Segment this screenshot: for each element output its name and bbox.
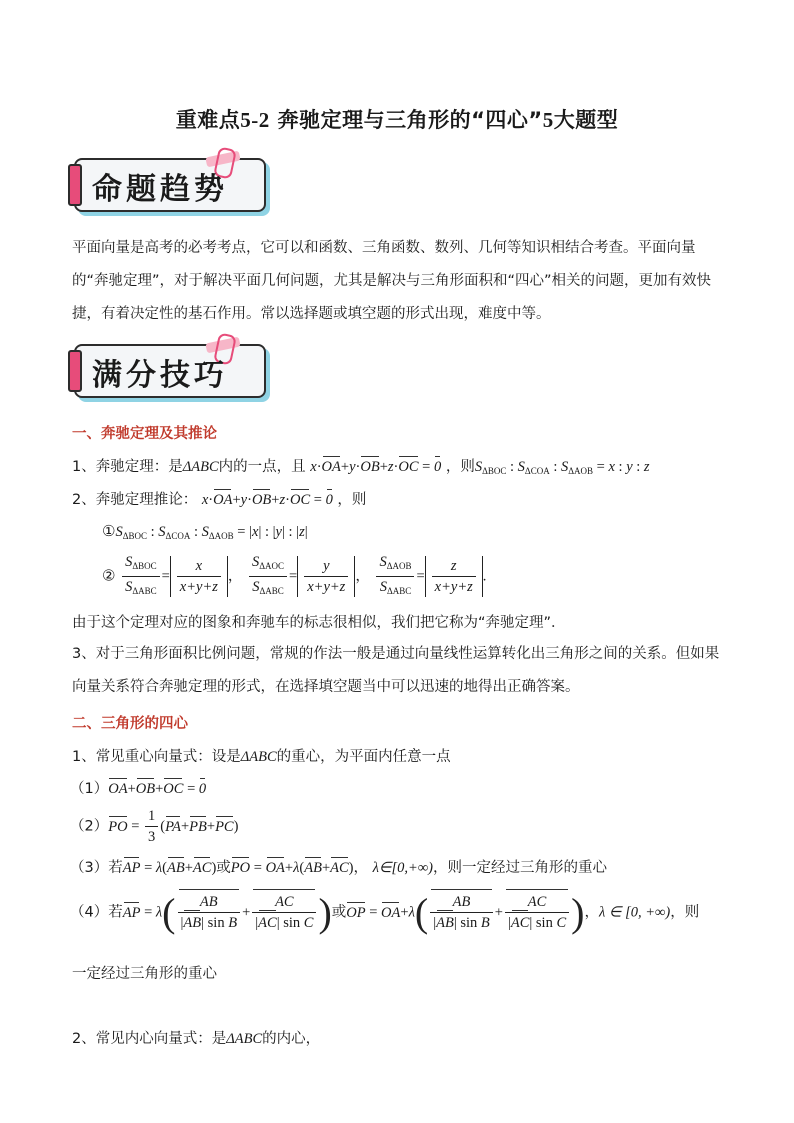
title-main: 奔驰定理与三角形的“四心”	[269, 108, 543, 132]
incenter-intro: 2、常见内心向量式：是ΔABC的内心，	[72, 1031, 321, 1047]
skill-banner-label: 满分技巧	[92, 358, 228, 393]
title-count: 5	[542, 108, 554, 132]
skill-banner	[68, 336, 268, 402]
benz-corollary-line: 2、奔驰定理推论： x·OA+y·OB+z·OC = 0 ，则	[72, 492, 367, 508]
centroid-formula-2: （2）PO = $\frac{1}{3}$ (PA+PB+PC)	[70, 808, 239, 845]
trend-banner	[68, 150, 268, 216]
trend-banner-label: 命题趋势	[92, 172, 228, 207]
benz-note: 由于这个定理对应的图象和奔驰车的标志很相似，我们把它称为“奔驰定理”．	[72, 615, 566, 631]
benz-theorem-line: 1、奔驰定理：是ΔABC内的一点，且 x·OA+y·OB+z·OC = 0 ，则$S_{\Delta BOC}$ : $S_{\Delta COA}$ : $S_{\Delta AOB} = x$ : y : z	[72, 459, 650, 476]
corollary-2: ② $\frac{S_{\Delta BOC}}{S_{\Delta ABC}}$ = $\frac{x}{x+y+z}$ ， $\frac{S_{\Delta AOC}}{S_{\Delta ABC}}$ = $\frac{y}{x+y+z}$ ， $\frac{S_{\Delta AOB}}{S_{\Delta ABC}}$ = $\frac{z}{x+y+z}$ .	[102, 554, 487, 596]
banner-tab	[68, 164, 82, 206]
section-heading-benz: 一、奔驰定理及其推论	[72, 426, 217, 442]
intro-paragraph: 平面向量是高考的必考考点，它可以和函数、三角函数、数列、几何等知识相结合考查。平面向量的“奔驰定理”，对于解决平面几何问题，尤其是解决与三角形面积和“四心”相关的问题，更加有效快捷，有着决定性的基石作用。常以选择题或填空题的形式出现，难度中等。	[72, 240, 712, 322]
banner-tab	[68, 350, 82, 392]
title-suffix: 大题型	[553, 108, 619, 132]
title-prefix: 重难点	[175, 108, 241, 132]
centroid-intro: 1、常见重心向量式：设是ΔABC的重心，为平面内任意一点	[72, 749, 451, 765]
centroid-formula-4: （4）若AP = λ( $\frac{AB}{\text{|AB| sin B}}$ + $\frac{AC}{\text{|AC| sin C}}$ )或OP = OA+λ( $\frac{AB}{\text{|AB| sin B}}$ + $\frac{AC}{\text{|AC| sin C}}$ )，λ ∈ [0, +∞)，则	[70, 889, 700, 935]
corollary-1: $①S_{\Delta BOC}$ : $S_{\Delta COA}$ : $S_{\Delta AOB} = |x|$ : |y| : |z|	[102, 522, 308, 541]
title-number: 5-2	[240, 108, 270, 132]
section-heading-centers: 二、三角形的四心	[72, 716, 188, 732]
centroid-formula-1: （1）OA+OB+OC = 0	[70, 781, 207, 797]
page-title	[0, 104, 794, 134]
area-ratio-paragraph: 3、对于三角形面积比例问题，常规的作法一般是通过向量线性运算转化出三角形之间的关系。但如果向量关系符合奔驰定理的形式，在选择填空题当中可以迅速的地得出正确答案。	[72, 646, 720, 695]
centroid-formula-4-cont: 一定经过三角形的重心	[72, 966, 217, 982]
centroid-formula-3: （3）若AP = λ(AB+AC)或PO = OA+λ(AB+AC)， λ∈[0,+∞)，则一定经过三角形的重心	[70, 860, 608, 876]
